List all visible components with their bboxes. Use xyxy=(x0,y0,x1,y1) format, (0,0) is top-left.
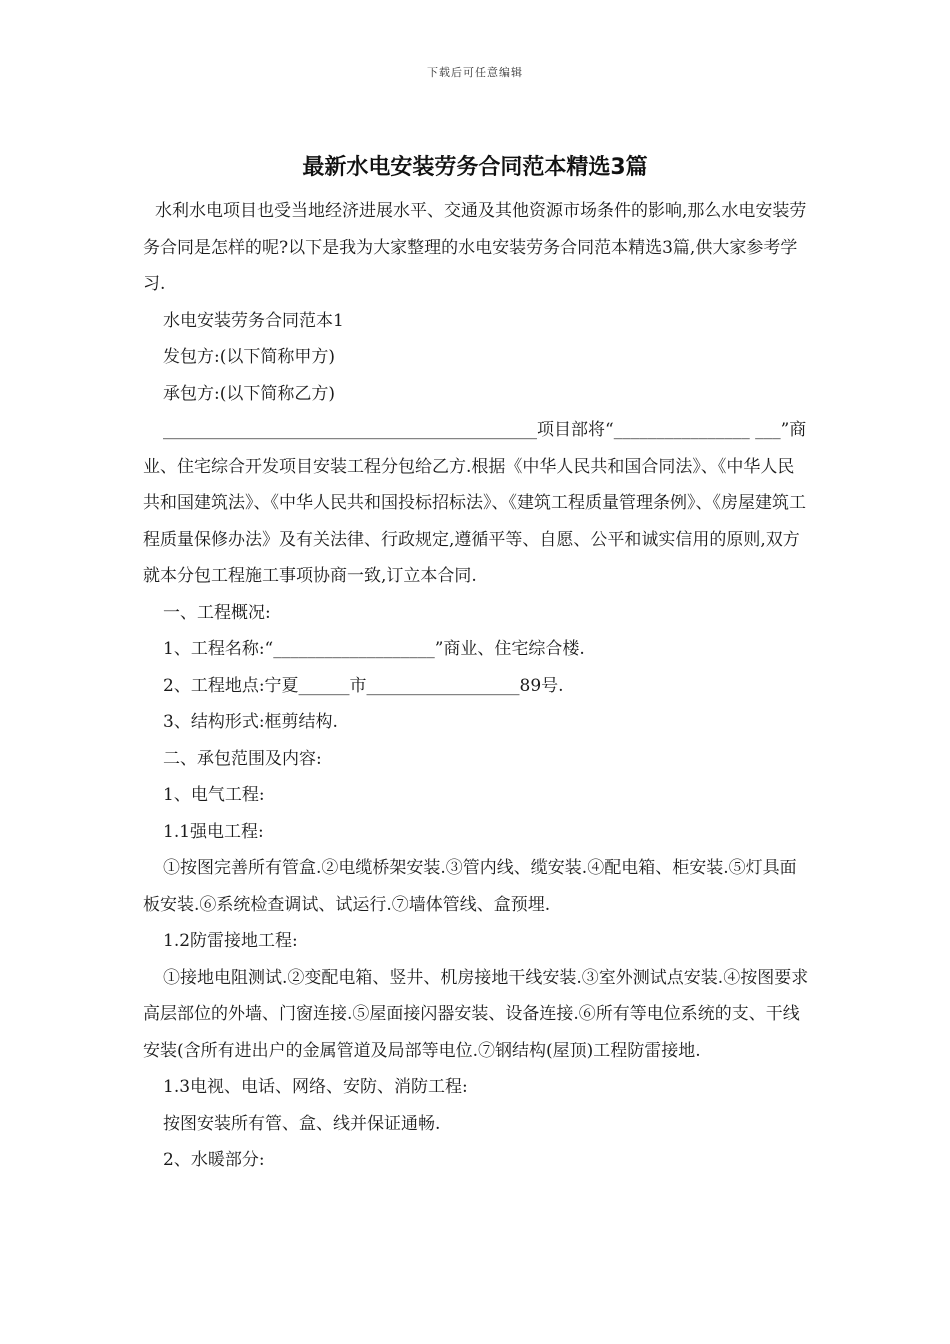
clause-item: 1.2防雷接地工程: xyxy=(163,931,298,951)
party-a-line: 发包方:(以下简称甲方) xyxy=(163,347,335,367)
document-body xyxy=(143,193,811,1179)
clause-item: 1.1强电工程: xyxy=(163,821,264,842)
clause-item: 2、水暖部分: xyxy=(163,1150,265,1170)
clause-item: 3、结构形式:框剪结构. xyxy=(163,712,338,732)
clause-item: 1、工程名称:“___________________”商业、住宅综合楼. xyxy=(163,639,585,659)
clause-item: 按图安装所有管、盒、线并保证通畅. xyxy=(163,1113,441,1134)
clause-heading: 一、工程概况: xyxy=(163,602,271,623)
clause-item: 2、工程地点:宁夏______市__________________89号. xyxy=(163,675,564,696)
section-heading: 水电安装劳务合同范本1 xyxy=(163,310,344,331)
contract-preamble: ____________________________________________项目部将“________________ ___”商业、住宅综合开发项目安装工程分包给乙方.根据《中华人民共和国合同法》、《中华人民共和国建筑法》、《中华人民共和国投标招标法》、《建筑工程质量管理条例》、《房屋建筑工程质量保修办法》及有关法律、行政规定,遵循平等、自愿、公平和诚实信用的原则,双方就本分包工程施工事项协商一致,订立本合同. xyxy=(143,420,807,586)
clause-heading: 二、承包范围及内容: xyxy=(163,748,322,769)
clause-item: ①按图完善所有管盒.②电缆桥架安装.③管内线、缆安装.④配电箱、柜安装.⑤灯具面板安装.⑥系统检查调试、试运行.⑦墙体管线、盒预埋. xyxy=(143,858,797,915)
clause-item: ①接地电阻测试.②变配电箱、竖井、机房接地干线安装.③室外测试点安装.④按图要求高层部位的外墙、门窗连接.⑤屋面接闪器安装、设备连接.⑥所有等电位系统的支、干线安装(含所有进出户的金属管道及局部等电位.⑦钢结构(屋顶)工程防雷接地. xyxy=(143,967,809,1061)
clause-item: 1、电气工程: xyxy=(163,785,265,805)
header-note: 下载后可任意编辑 xyxy=(427,66,523,79)
party-b-line: 承包方:(以下简称乙方) xyxy=(163,383,335,404)
document-title: 最新水电安装劳务合同范本精选3篇 xyxy=(302,155,648,180)
clause-item: 1.3电视、电话、网络、安防、消防工程: xyxy=(163,1077,468,1097)
intro-paragraph: 水利水电项目也受当地经济进展水平、交通及其他资源市场条件的影响,那么水电安装劳务合同是怎样的呢?以下是我为大家整理的水电安装劳务合同范本精选3篇,供大家参考学习. xyxy=(143,201,807,294)
